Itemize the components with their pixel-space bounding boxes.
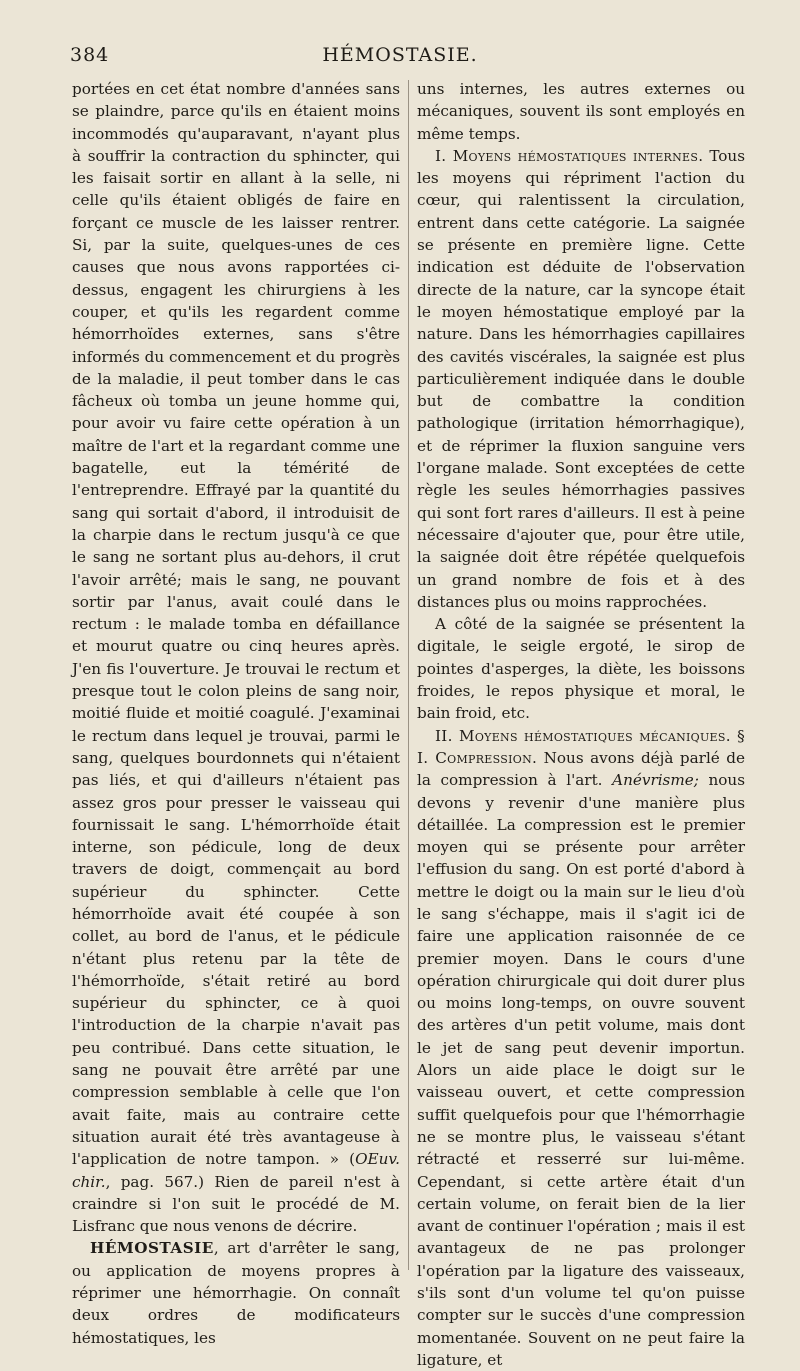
citation-italic: OEuv. chir. [72,1150,400,1191]
left-paragraph-1-end: , pag. 567.) Rien de pareil n'est à craindre si l'on suit le procédé de M. Lisfranc que nous venons de décrire. [72,1172,400,1236]
left-paragraph-2 [72,1237,400,1348]
left-paragraph-1-text: portées en cet état nombre d'années sans se plaindre, parce qu'ils en étaient moins incommodés qu'auparavant, n'ayant plus à souffrir la contraction du sphincter, qui les faisait sortir en allant à la selle, ni celle qu'ils étaient obligés de faire en forçant ce muscle de les laisser rentrer. Si, par la suite, quelques-unes de ces causes que nous avons rapportées ci-dessus, engagent les chirurgiens à les couper, et qu'ils les regardent comme hémorrhoïdes externes, sans s'être informés du commencement et du progrès de la maladie, il peut tomber dans le cas fâcheux où tomba un jeune homme qui, pour avoir vu faire cette opération à un maître de l'art et la regardant comme une bagatelle, eut la témérité de l'entreprendre. Effrayé par la quantité du sang qui sortait d'abord, il introduisit de la charpie dans le rectum jusqu'à ce que le sang ne sortant plus au-dehors, il crut l'avoir arrêté; mais le sang, ne pouvant sortir par l'anus, avait coulé dans le rectum : le malade tomba en défaillance et mourut quatre ou cinq heures après. J'en fis l'ouverture. Je trouvai le rectum et presque tout le colon pleins de sang noir, moitié fluide et moitié coagulé. J'examinai le rectum dans lequel je trouvai, parmi le sang, quelques bourdonnets qui n'étaient pas liés, et qui d'ailleurs n'étaient pas assez gros pour presser le vaisseau qui fournissait le sang. L'hémorrhoïde était interne, son pédicule, long de deux travers de doigt, commençait au bord supérieur du sphincter. Cette hémorrhoïde avait été coupée à son collet, au bord de l'anus, et le pédicule n'étant plus retenu par la tête de l'hémorrhoïde, s'était retiré au bord supérieur du sphincter, ce à quoi l'introduction de la charpie n'avait pas peu contribué. Dans cette situation, le sang ne pouvait être arrêté par une compression semblable à celle que l'on avait faite, mais au contraire cette situation aurait été très avantageuse à l'application de notre tampon. » ( [72,80,400,1169]
section-heading-internal: I. Moyens hémostatiques internes. [435,146,704,165]
right-paragraph-2-text: Tous les moyens qui répriment l'action du cœur, qui ralentissent la circulation, entrent dans cette catégorie. La saignée se présente en première ligne. Cette indication est déduite de l'observation directe de la nature, car la syncope était le moyen hémostatique employé par la nature. Dans les hémorrhagies capillaires des cavités viscérales, la saignée est plus particulièrement indiquée dans le double but de combattre la condition pathologique (irritation hémorrhagique), et de réprimer la fluxion sanguine vers l'organe malade. Sont exceptées de cette règle les seules hémorrhagies passives qui sont fort rares d'ailleurs. Il est à peine nécessaire d'ajouter que, pour être utile, la saignée doit être répétée quelquefois un grand nombre de fois et à des distances plus ou moins rapprochées. [417,146,746,611]
column-divider [408,80,409,1270]
section-heading-mechanical: II. Moyens hémostatiques mécaniques. § I. Compression. [417,726,745,767]
right-paragraph-1: uns internes, les autres externes ou mécaniques, souvent ils sont employés en même temps. [417,80,745,143]
entry-headword: HÉMOSTASIE [90,1239,214,1258]
right-paragraph-4-text-b: nous devons y revenir d'une manière plus détaillée. La compression est le premier moyen qui se présente pour arrêter l'effusion du sang. On est porté d'abord à mettre le doigt ou la main sur le lieu d'où le sang s'échappe, mais il s'agit ici de faire une application raisonnée de ce premier moyen. Dans le cours d'une opération chirurgicale qui doit durer plus ou moins long-temps, on ouvre souvent des artères d'un petit volume, mais dont le jet de sang peut devenir importun. Alors un aide place le doigt sur le vaisseau ouvert, et cette compression suffit quelquefois pour que l'hémorrhagie ne se montre plus, le vaisseau s'étant rétracté et resserré sur lui-même. Cependant, si cette artère était d'un certain volume, on ferait bien de la lier avant de continuer l'opération ; mais il est avantageux de ne pas prolonger l'opération par la ligature des vaisseaux, s'ils sont d'un volume tel qu'on puisse compter sur le succès d'une compression momentanée. Souvent on ne peut faire la ligature, et [417,771,745,1369]
right-paragraph-4 [417,725,745,1371]
right-paragraph-2 [417,145,745,613]
cross-reference-italic: Anévrisme; [612,771,699,790]
right-paragraph-3: A côté de la saignée se présentent la digitale, le seigle ergoté, le sirop de pointes d'asperges, la diète, les boissons froides, le repos physique et moral, le bain froid, etc. [417,615,745,723]
left-column [72,78,400,1349]
right-column [417,78,745,1371]
left-paragraph-2-text: , art d'arrêter le sang, ou application de moyens propres à réprimer une hémorrhagie. On connaît deux ordres de modificateurs hémostatiques, les [72,1239,400,1347]
right-paragraph-4-text-a: Nous avons déjà parlé de la compression à l'art. [417,748,745,790]
page-number: 384 [70,44,110,66]
running-title: HÉMOSTASIE. [322,44,478,66]
left-paragraph-1 [72,78,400,1237]
